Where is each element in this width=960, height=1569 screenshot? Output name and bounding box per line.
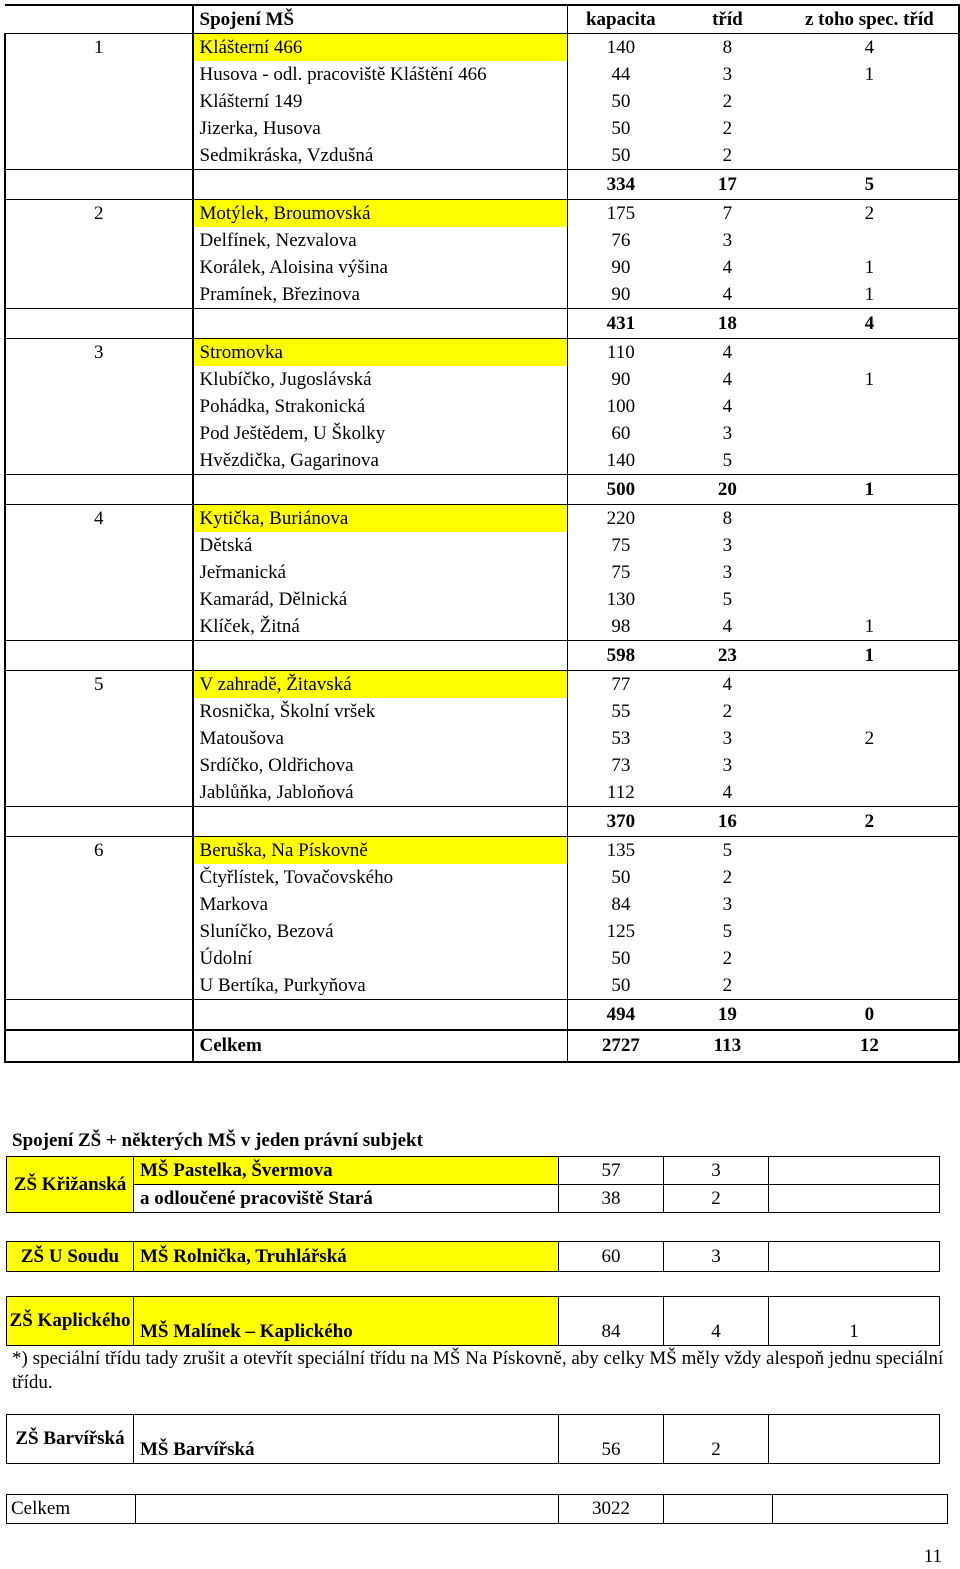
table-row — [5, 779, 959, 807]
special-classes-value — [781, 559, 959, 586]
table-row — [5, 34, 959, 62]
classes-value: 4 — [722, 342, 733, 363]
row-number — [5, 864, 193, 891]
capacity-value: 57 — [559, 1157, 664, 1185]
row-number — [5, 366, 193, 393]
classes-value: 4 — [722, 674, 733, 695]
kindergarten-name: Klíček, Žitná — [193, 613, 568, 641]
classes-value: 5 — [722, 840, 733, 861]
kindergarten-name: Klášterní 149 — [193, 88, 568, 115]
grand-total-table — [6, 1494, 948, 1524]
capacity-value: 73 — [611, 755, 631, 776]
classes-value: 8 — [722, 37, 733, 58]
table-row — [5, 752, 959, 779]
special-classes-value — [781, 752, 959, 779]
total-label: Celkem — [193, 1030, 568, 1062]
table-row — [5, 393, 959, 420]
classes-value: 3 — [722, 894, 733, 915]
page-number: 11 — [923, 1546, 942, 1567]
classes-value: 3 — [722, 535, 733, 556]
subtotal-capacity: 598 — [567, 641, 674, 671]
kindergarten-name: Pramínek, Březinova — [193, 281, 568, 309]
classes-value: 4 — [664, 1297, 769, 1346]
grand-total-empty-3 — [773, 1495, 948, 1524]
classes-value: 2 — [722, 948, 733, 969]
row-number: 2 — [5, 200, 193, 228]
table-row — [5, 447, 959, 475]
row-number — [5, 752, 193, 779]
special-classes-value: 2 — [781, 725, 959, 752]
capacity-value: 90 — [611, 284, 631, 305]
total-capacity: 2727 — [567, 1030, 674, 1062]
special-classes-value — [781, 393, 959, 420]
subtotal-row — [5, 807, 959, 837]
table-row — [5, 864, 959, 891]
classes-value: 4 — [722, 616, 733, 637]
special-classes-value — [769, 1157, 940, 1185]
classes-value: 3 — [722, 230, 733, 251]
row-number: 4 — [5, 505, 193, 533]
special-classes-value — [781, 918, 959, 945]
subtotal-special: 2 — [781, 807, 959, 837]
row-number: 3 — [5, 339, 193, 367]
kindergarten-name: Pod Ještědem, U Školky — [193, 420, 568, 447]
row-number — [5, 807, 193, 837]
subtotal-capacity: 334 — [567, 170, 674, 200]
row-name — [193, 807, 568, 837]
row-number — [5, 475, 193, 505]
table-row — [5, 200, 959, 228]
capacity-value: 140 — [606, 450, 636, 471]
row-number — [5, 559, 193, 586]
school-krizanska: ZŠ Křižanská — [7, 1157, 134, 1213]
table-row — [5, 115, 959, 142]
subtotal-classes: 16 — [674, 807, 781, 837]
special-classes-value: 1 — [781, 281, 959, 309]
row-name — [193, 475, 568, 505]
row-number: 1 — [5, 34, 193, 62]
table-row — [5, 918, 959, 945]
special-classes-value — [781, 339, 959, 367]
capacity-value: 140 — [606, 37, 636, 58]
row-number — [5, 972, 193, 1000]
kindergarten-name: Kytička, Buriánova — [193, 505, 568, 533]
classes-value: 3 — [664, 1157, 769, 1185]
kindergarten-name: Husova - odl. pracoviště Kláštění 466 — [193, 61, 568, 88]
special-classes-value — [781, 115, 959, 142]
table-row — [5, 366, 959, 393]
total-classes: 113 — [674, 1030, 781, 1062]
table-row — [5, 613, 959, 641]
row-number — [5, 532, 193, 559]
kindergarten-name: Jizerka, Husova — [193, 115, 568, 142]
capacity-value: 60 — [611, 423, 631, 444]
grand-total-label: Celkem — [7, 1495, 136, 1524]
row-number — [5, 698, 193, 725]
special-classes-value — [769, 1415, 940, 1464]
special-classes-value — [781, 972, 959, 1000]
classes-value: 4 — [722, 396, 733, 417]
capacity-value: 50 — [611, 975, 631, 996]
row-number: 5 — [5, 671, 193, 699]
subtotal-classes: 19 — [674, 1000, 781, 1031]
subtotal-classes: 18 — [674, 309, 781, 339]
classes-value: 4 — [722, 369, 733, 390]
subtotal-capacity: 431 — [567, 309, 674, 339]
special-classes-value: 2 — [781, 200, 959, 228]
row-name — [193, 309, 568, 339]
special-classes-value: 1 — [781, 366, 959, 393]
special-classes-value — [781, 891, 959, 918]
classes-value: 2 — [722, 975, 733, 996]
row-number — [5, 170, 193, 200]
row-number — [5, 393, 193, 420]
row-name — [193, 170, 568, 200]
row-number — [5, 945, 193, 972]
table-row — [5, 532, 959, 559]
total-number-cell — [5, 1030, 193, 1062]
kindergarten-name: Čtyřlístek, Tovačovského — [193, 864, 568, 891]
row-number — [5, 586, 193, 613]
total-special: 12 — [781, 1030, 959, 1062]
table-row — [5, 505, 959, 533]
subtotal-special: 4 — [781, 309, 959, 339]
table-row — [7, 1415, 940, 1464]
capacity-value: 84 — [559, 1297, 664, 1346]
capacity-value: 84 — [611, 894, 631, 915]
footnote: *) speciální třídu tady zrušit a otevřít speciální třídu na MŠ Na Pískovně, aby celky MŠ měly vždy alespoň jednu speciální třídu. — [12, 1348, 944, 1393]
table-row — [5, 945, 959, 972]
kindergarten-rolnicka: MŠ Rolnička, Truhlářská — [134, 1242, 559, 1272]
header-number-cell — [5, 5, 193, 34]
row-number — [5, 281, 193, 309]
merge-table-kaplickeho — [6, 1296, 940, 1346]
classes-value: 2 — [722, 867, 733, 888]
table-row — [7, 1185, 940, 1213]
classes-value: 5 — [722, 921, 733, 942]
section-title: Spojení ZŠ + některých MŠ v jeden právní subjekt — [12, 1130, 423, 1151]
header-title: Spojení MŠ — [193, 5, 568, 34]
classes-value: 2 — [664, 1185, 769, 1213]
capacity-value: 90 — [611, 257, 631, 278]
grand-total-row — [7, 1495, 948, 1524]
special-classes-value — [781, 142, 959, 170]
subtotal-capacity: 500 — [567, 475, 674, 505]
capacity-value: 50 — [611, 145, 631, 166]
row-number: 6 — [5, 837, 193, 865]
kindergarten-name: Rosnička, Školní vršek — [193, 698, 568, 725]
row-number — [5, 779, 193, 807]
capacity-value: 125 — [606, 921, 636, 942]
kindergarten-stara: a odloučené pracoviště Stará — [134, 1185, 559, 1213]
row-number — [5, 115, 193, 142]
special-classes-value — [781, 227, 959, 254]
classes-value: 2 — [722, 145, 733, 166]
table-row — [5, 142, 959, 170]
special-classes-value: 1 — [781, 613, 959, 641]
table-row — [5, 972, 959, 1000]
kindergarten-name: Pohádka, Strakonická — [193, 393, 568, 420]
classes-value: 4 — [722, 284, 733, 305]
classes-value: 5 — [722, 589, 733, 610]
row-name — [193, 641, 568, 671]
capacity-value: 56 — [559, 1415, 664, 1464]
subtotal-row — [5, 1000, 959, 1031]
special-classes-value — [781, 532, 959, 559]
classes-value: 8 — [722, 508, 733, 529]
subtotal-special: 1 — [781, 475, 959, 505]
classes-value: 2 — [722, 91, 733, 112]
classes-value: 3 — [722, 728, 733, 749]
subtotal-classes: 20 — [674, 475, 781, 505]
special-classes-value: 1 — [769, 1297, 940, 1346]
row-number — [5, 227, 193, 254]
header-spec: z toho spec. tříd — [781, 5, 959, 34]
table-row — [5, 339, 959, 367]
kindergarten-name: Kamarád, Dělnická — [193, 586, 568, 613]
row-number — [5, 420, 193, 447]
capacity-value: 50 — [611, 118, 631, 139]
kindergarten-name: Dětská — [193, 532, 568, 559]
capacity-value: 44 — [611, 64, 631, 85]
classes-value: 2 — [722, 701, 733, 722]
capacity-value: 220 — [606, 508, 636, 529]
table-row — [5, 586, 959, 613]
kindergarten-name: Motýlek, Broumovská — [193, 200, 568, 228]
special-classes-value — [769, 1185, 940, 1213]
merge-table-barvirska — [6, 1414, 940, 1464]
special-classes-value — [781, 586, 959, 613]
school-usoudu: ZŠ U Soudu — [7, 1242, 134, 1272]
kindergarten-barvirska: MŠ Barvířská — [134, 1415, 559, 1464]
capacity-value: 55 — [611, 701, 631, 722]
classes-value: 2 — [664, 1415, 769, 1464]
subtotal-capacity: 370 — [567, 807, 674, 837]
row-number — [5, 254, 193, 281]
kindergarten-name: Sluníčko, Bezová — [193, 918, 568, 945]
row-number — [5, 725, 193, 752]
merge-table-usoudu — [6, 1241, 940, 1272]
kindergarten-name: Klubíčko, Jugoslávská — [193, 366, 568, 393]
capacity-value: 38 — [559, 1185, 664, 1213]
kindergarten-name: Klášterní 466 — [193, 34, 568, 62]
capacity-value: 175 — [606, 203, 636, 224]
row-number — [5, 1000, 193, 1031]
subtotal-row — [5, 170, 959, 200]
capacity-value: 60 — [559, 1242, 664, 1272]
merge-table-krizanska — [6, 1156, 940, 1213]
row-number — [5, 61, 193, 88]
kindergarten-name: V zahradě, Žitavská — [193, 671, 568, 699]
special-classes-value — [781, 671, 959, 699]
capacity-value: 110 — [606, 342, 635, 363]
row-number — [5, 613, 193, 641]
kindergarten-name: Korálek, Aloisina výšina — [193, 254, 568, 281]
capacity-value: 130 — [606, 589, 636, 610]
kindergarten-name: Beruška, Na Pískovně — [193, 837, 568, 865]
kindergarten-name: Údolní — [193, 945, 568, 972]
school-kaplickeho: ZŠ Kaplického — [7, 1297, 134, 1346]
capacity-value: 98 — [611, 616, 631, 637]
classes-value: 7 — [722, 203, 733, 224]
table-row — [5, 698, 959, 725]
table-row — [5, 281, 959, 309]
table-row — [7, 1157, 940, 1185]
capacity-value: 50 — [611, 91, 631, 112]
row-number — [5, 309, 193, 339]
capacity-value: 50 — [611, 948, 631, 969]
kindergarten-name: Hvězdička, Gagarinova — [193, 447, 568, 475]
header-kapacita: kapacita — [567, 5, 674, 34]
kindergarten-name: Srdíčko, Oldřichova — [193, 752, 568, 779]
special-classes-value — [781, 505, 959, 533]
grand-total-capacity: 3022 — [559, 1495, 664, 1524]
kindergarten-name: Stromovka — [193, 339, 568, 367]
row-number — [5, 142, 193, 170]
subtotal-classes: 17 — [674, 170, 781, 200]
special-classes-value: 4 — [781, 34, 959, 62]
table-row — [5, 254, 959, 281]
subtotal-special: 5 — [781, 170, 959, 200]
special-classes-value — [769, 1242, 940, 1272]
subtotal-classes: 23 — [674, 641, 781, 671]
row-number — [5, 88, 193, 115]
special-classes-value — [781, 420, 959, 447]
header-trid: tříd — [674, 5, 781, 34]
special-classes-value — [781, 447, 959, 475]
table-row — [5, 61, 959, 88]
kindergarten-name: U Bertíka, Purkyňova — [193, 972, 568, 1000]
special-classes-value — [781, 88, 959, 115]
special-classes-value — [781, 779, 959, 807]
row-name — [193, 1000, 568, 1031]
table-row — [5, 671, 959, 699]
table-row — [5, 227, 959, 254]
subtotal-row — [5, 309, 959, 339]
subtotal-special: 0 — [781, 1000, 959, 1031]
classes-value: 3 — [722, 64, 733, 85]
classes-value: 3 — [664, 1242, 769, 1272]
kindergarten-name: Jeřmanická — [193, 559, 568, 586]
subtotal-row — [5, 641, 959, 671]
kindergarten-name: Sedmikráska, Vzdušná — [193, 142, 568, 170]
row-number — [5, 447, 193, 475]
classes-value: 4 — [722, 782, 733, 803]
kindergarten-name: Matoušova — [193, 725, 568, 752]
table-row — [5, 725, 959, 752]
special-classes-value — [781, 698, 959, 725]
capacity-value: 53 — [611, 728, 631, 749]
kindergarten-name: Delfínek, Nezvalova — [193, 227, 568, 254]
school-barvirska: ZŠ Barvířská — [7, 1415, 134, 1464]
classes-value: 4 — [722, 257, 733, 278]
kindergarten-name: Markova — [193, 891, 568, 918]
kindergarten-pastelka: MŠ Pastelka, Švermova — [134, 1157, 559, 1185]
capacity-value: 77 — [611, 674, 631, 695]
table-row — [5, 88, 959, 115]
special-classes-value: 1 — [781, 61, 959, 88]
special-classes-value — [781, 945, 959, 972]
classes-value: 3 — [722, 562, 733, 583]
kindergarten-capacity-table — [4, 4, 960, 1063]
table-row — [5, 891, 959, 918]
capacity-value: 112 — [606, 782, 635, 803]
table-row — [5, 559, 959, 586]
grand-total-empty-2 — [664, 1495, 773, 1524]
special-classes-value — [781, 837, 959, 865]
capacity-value: 100 — [606, 396, 636, 417]
subtotal-row — [5, 475, 959, 505]
subtotal-special: 1 — [781, 641, 959, 671]
grand-total-empty — [136, 1495, 559, 1524]
row-number — [5, 891, 193, 918]
special-classes-value — [781, 864, 959, 891]
capacity-value: 75 — [611, 562, 631, 583]
capacity-value: 135 — [606, 840, 636, 861]
total-row — [5, 1030, 959, 1062]
table-row — [7, 1297, 940, 1346]
classes-value: 3 — [722, 755, 733, 776]
capacity-value: 90 — [611, 369, 631, 390]
classes-value: 3 — [722, 423, 733, 444]
table-header-row — [5, 5, 959, 34]
row-number — [5, 641, 193, 671]
capacity-value: 50 — [611, 867, 631, 888]
table-row — [5, 837, 959, 865]
table-row — [7, 1242, 940, 1272]
kindergarten-malinek: MŠ Malínek – Kaplického — [134, 1297, 559, 1346]
subtotal-capacity: 494 — [567, 1000, 674, 1031]
capacity-value: 76 — [611, 230, 631, 251]
table-row — [5, 420, 959, 447]
special-classes-value: 1 — [781, 254, 959, 281]
kindergarten-name: Jablůňka, Jabloňová — [193, 779, 568, 807]
row-number — [5, 918, 193, 945]
classes-value: 5 — [722, 450, 733, 471]
capacity-value: 75 — [611, 535, 631, 556]
classes-value: 2 — [722, 118, 733, 139]
